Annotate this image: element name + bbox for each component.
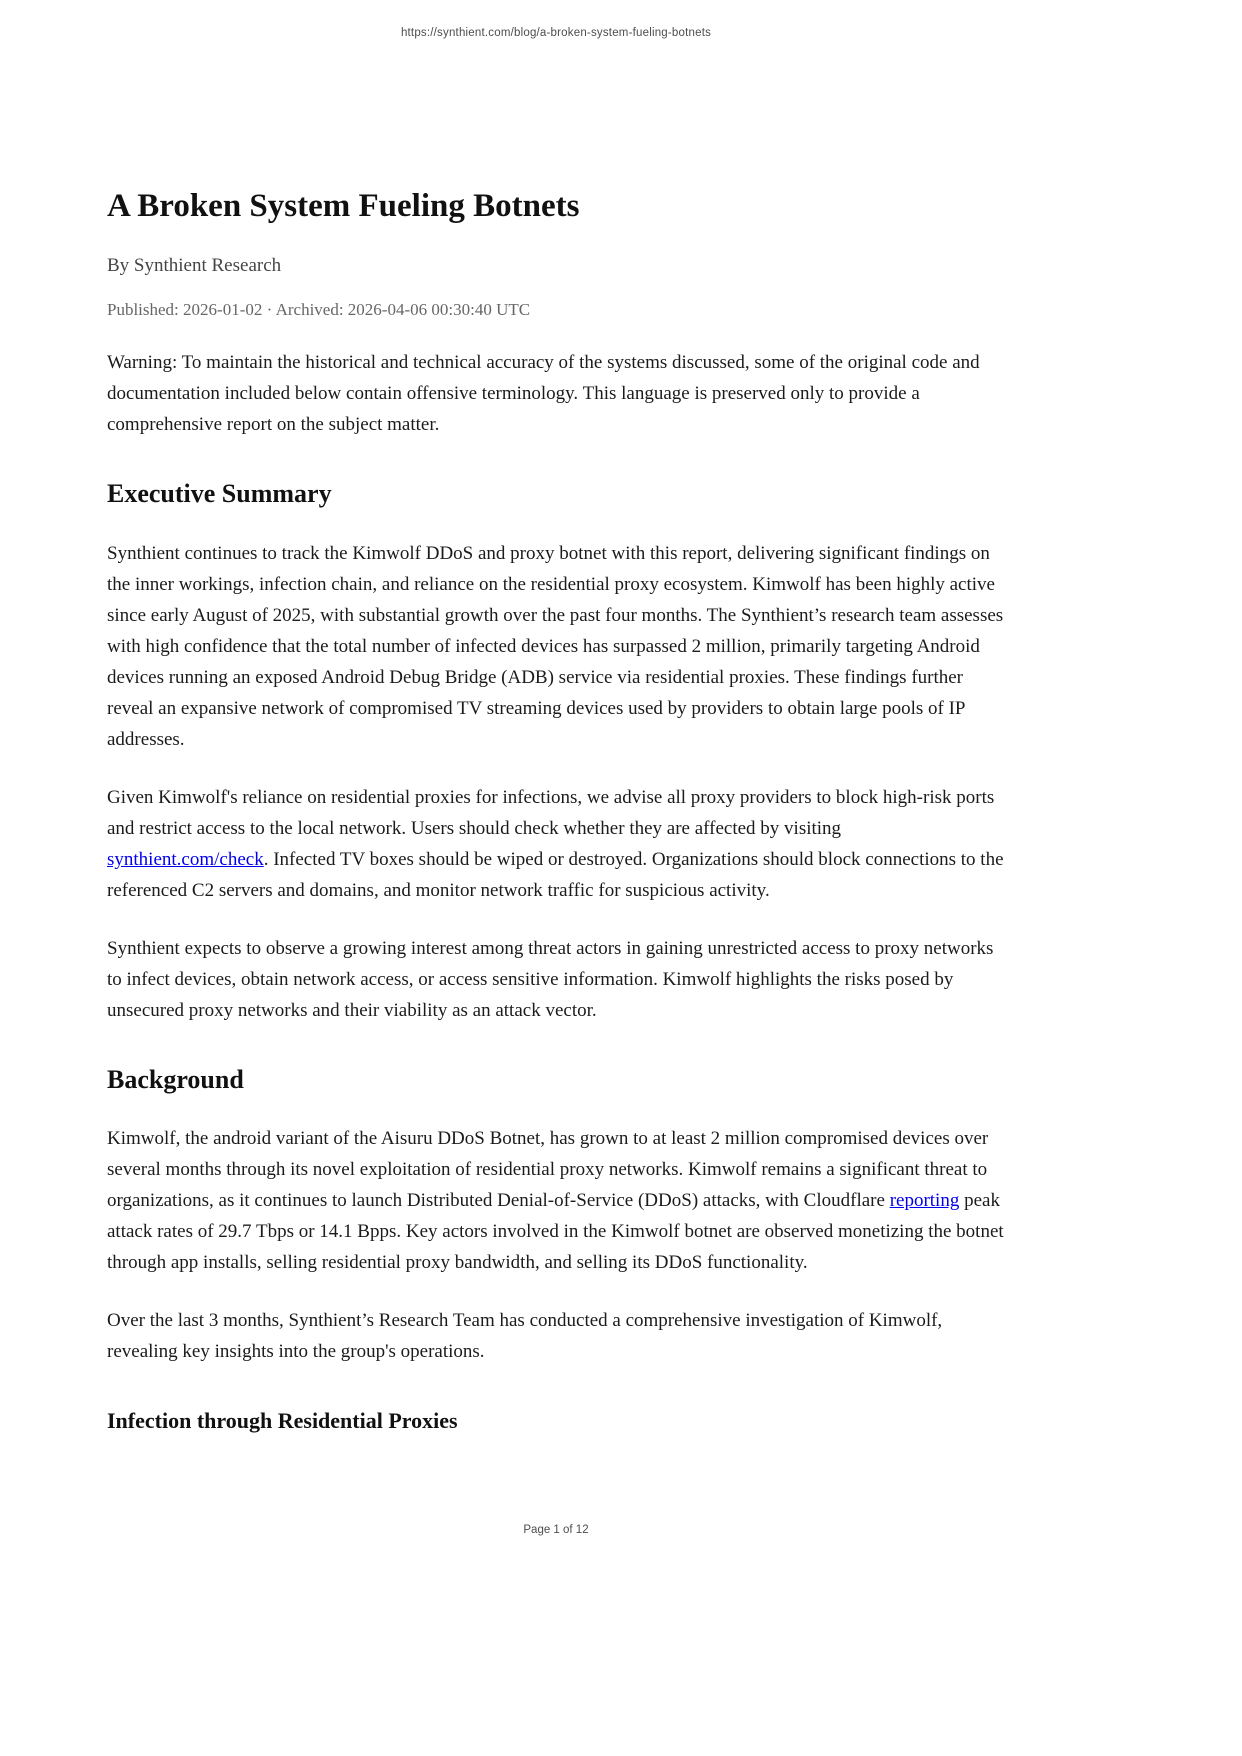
article-title: A Broken System Fueling Botnets: [107, 188, 580, 224]
executive-summary-paragraph-2-text-before-link: Given Kimwolf's reliance on residential proxies for infections, we advise all proxy providers to block high-risk ports and restrict access to the local network. Users should check whether they are affected by visiting: [107, 786, 995, 839]
section-heading-infection-through-residential-proxies: Infection through Residential Proxies: [107, 1408, 458, 1434]
background-paragraph-1-text-after-link: peak attack rates of 29.7 Tbps or 14.1 Bpps. Key actors involved in the Kimwolf botnet are observed monetizing the botnet through app installs, selling residential proxy bandwidth, and selling its DDoS functionality.: [107, 1190, 1004, 1274]
print-header-url: https://synthient.com/blog/a-broken-system-fueling-botnets: [400, 27, 712, 39]
article-byline: By Synthient Research: [107, 255, 282, 277]
background-paragraph-1: [107, 1123, 1005, 1278]
link-synthient-check[interactable]: synthient.com/check: [107, 848, 264, 870]
executive-summary-paragraph-2: [107, 782, 1005, 906]
executive-summary-paragraph-1: Synthient continues to track the Kimwolf DDoS and proxy botnet with this report, delivering significant findings on the inner workings, infection chain, and reliance on the residential proxy ecosystem. Kimwolf has been highly active since early August of 2025, with substantial growth over the past four months. The Synthient’s research team assesses with high confidence that the total number of infected devices has surpassed 2 million, primarily targeting Android devices running an exposed Android Debug Bridge (ADB) service via residential proxies. These findings further reveal an expansive network of compromised TV streaming devices used by providers to obtain large pools of IP addresses.: [107, 542, 1004, 750]
background-paragraph-2: Over the last 3 months, Synthient’s Research Team has conducted a comprehensive investigation of Kimwolf, revealing key insights into the group's operations.: [107, 1310, 943, 1363]
background-paragraph-1-text-before-link: Kimwolf, the android variant of the Aisuru DDoS Botnet, has grown to at least 2 million compromised devices over several months through its novel exploitation of residential proxy networks. Kimwolf remains a significant threat to organizations, as it continues to launch Distributed Denial-of-Service (DDoS) attacks, with Cloudflare: [107, 1128, 989, 1212]
article-meta-published-archived: Published: 2026-01-02 · Archived: 2026-04-06 00:30:40 UTC: [107, 300, 531, 320]
link-cloudflare-reporting[interactable]: reporting: [889, 1190, 960, 1212]
executive-summary-paragraph-3: Synthient expects to observe a growing interest among threat actors in gaining unrestricted access to proxy networks to infect devices, obtain network access, or access sensitive information. Kimwolf highlights the risks posed by unsecured proxy networks and their viability as an attack vector.: [107, 937, 994, 1021]
section-heading-executive-summary: Executive Summary: [107, 479, 332, 509]
warning-paragraph: Warning: To maintain the historical and technical accuracy of the systems discussed, some of the original code and documentation included below contain offensive terminology. This language is preserved only to provide a comprehensive report on the subject matter.: [107, 352, 980, 436]
section-heading-background: Background: [107, 1064, 244, 1094]
executive-summary-paragraph-2-text-after-link: . Infected TV boxes should be wiped or destroyed. Organizations should block connections to the referenced C2 servers and domains, and monitor network traffic for suspicious activity.: [107, 848, 1004, 901]
print-footer-page-number: Page 1 of 12: [523, 1524, 589, 1536]
article-content: [107, 0, 1005, 1435]
